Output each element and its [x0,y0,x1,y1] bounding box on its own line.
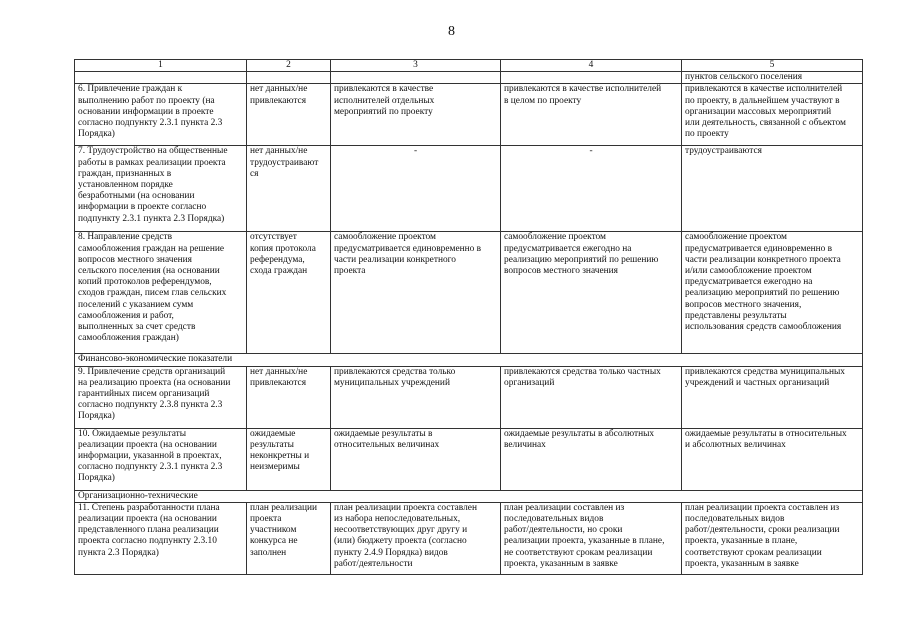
section-heading: Организационно-технические [75,490,863,502]
table-cell: нет данных/не привлекаются [247,84,331,146]
table-cell: привлекаются средства муниципальных учреждений и частных организаций [682,366,863,428]
table-row [75,366,863,428]
table-cell: 11. Степень разработанности плана реализации проекта (на основании представленного плана реализации проекта согласно подпункту 2.3.10 пункта 2.3 Порядка) [75,502,247,574]
column-header: 5 [682,60,863,72]
table-cell [501,72,682,84]
table-cell: план реализации составлен из последовательных видов работ/деятельности, но сроки реализации проекта, указанные в плане, не соответствуют срокам реализации проекта, указанным в заявке [501,502,682,574]
table-cell: привлекаются средства только частных организаций [501,366,682,428]
table-row [75,232,863,354]
table-cell center: - [331,146,501,232]
table-cell: план реализации проекта составлен из последовательных видов работ/деятельности, сроки реализации проекта, указанные в плане, соответствуют срокам реализации проекта, указанным в заявке [682,502,863,574]
table-row [75,502,863,574]
table-cell: нет данных/не привлекаются [247,366,331,428]
table-cell center: - [501,146,682,232]
table-cell: привлекаются в качестве исполнителей по проекту, в дальнейшем участвуют в организации массовых мероприятий или деятельность, связанной с объектом по проекту [682,84,863,146]
table-cell: привлекаются средства только муниципальных учреждений [331,366,501,428]
table-cell: план реализации проекта составлен из набора непоследовательных, несоответствующих друг другу и (или) бюджету проекта (согласно пункту 2.4.9 Порядка) видов работ/деятельности [331,502,501,574]
table-cell: 8. Направление средств самообложения граждан на решение вопросов местного значения сельского поселения (на основании копий протоколов референдумов, сходов граждан, писем глав сельских поселений с указанием сумм самообложения и работ, выполненных за счет средств самообложения граждан) [75,232,247,354]
table-cell: трудоустраиваются [682,146,863,232]
table-cell: пунктов сельского поселения [682,72,863,84]
table-cell: отсутствует копия протокола референдума, схода граждан [247,232,331,354]
table-row [75,146,863,232]
table-cell: привлекаются в качестве исполнителей отдельных мероприятий по проекту [331,84,501,146]
column-header: 1 [75,60,247,72]
table-cell: самообложение проектом предусматривается ежегодно на реализацию мероприятий по решению вопросов местного значения [501,232,682,354]
section-row [75,354,863,366]
header-row [75,60,863,72]
table-cell: самообложение проектом предусматривается единовременно в части реализации конкретного проекта и/или самообложение проектом предусматривается ежегодно на реализацию мероприятий по решению вопросов местного значения, представлены результаты использования средств самообложения [682,232,863,354]
page-number: 8 [448,24,455,39]
table-cell [75,72,247,84]
table-cell: ожидаемые результаты неконкретны и неизмеримы [247,428,331,490]
column-header: 4 [501,60,682,72]
table-cell: ожидаемые результаты в относительных и абсолютных величинах [682,428,863,490]
table-cell: план реализации проекта участником конкурса не заполнен [247,502,331,574]
column-header: 2 [247,60,331,72]
table-cell: ожидаемые результаты в абсолютных величинах [501,428,682,490]
table-cell: привлекаются в качестве исполнителей в целом по проекту [501,84,682,146]
section-heading: Финансово-экономические показатели [75,354,863,366]
column-header: 3 [331,60,501,72]
table-row [75,428,863,490]
table-row [75,72,863,84]
table-cell: 10. Ожидаемые результаты реализации проекта (на основании информации, указанной в проектах, согласно подпункту 2.3.1 пункта 2.3 Порядка) [75,428,247,490]
table-cell [247,72,331,84]
section-row [75,490,863,502]
table-cell: нет данных/не трудоустраивают ся [247,146,331,232]
table-cell: самообложение проектом предусматривается единовременно в части реализации конкретного проекта [331,232,501,354]
table-row [75,84,863,146]
criteria-table [74,59,863,575]
table-cell: ожидаемые результаты в относительных величинах [331,428,501,490]
table-cell: 6. Привлечение граждан к выполнению работ по проекту (на основании информации в проекте согласно подпункту 2.3.1 пункта 2.3 Порядка) [75,84,247,146]
table-cell [331,72,501,84]
table-cell: 9. Привлечение средств организаций на реализацию проекта (на основании гарантийных писем организаций согласно подпункту 2.3.8 пункта 2.3 Порядка) [75,366,247,428]
table-cell: 7. Трудоустройство на общественные работы в рамках реализации проекта граждан, признанных в установленном порядке безработными (на основании информации в проекте согласно подпункту 2.3.1 пункта 2.3 Порядка) [75,146,247,232]
